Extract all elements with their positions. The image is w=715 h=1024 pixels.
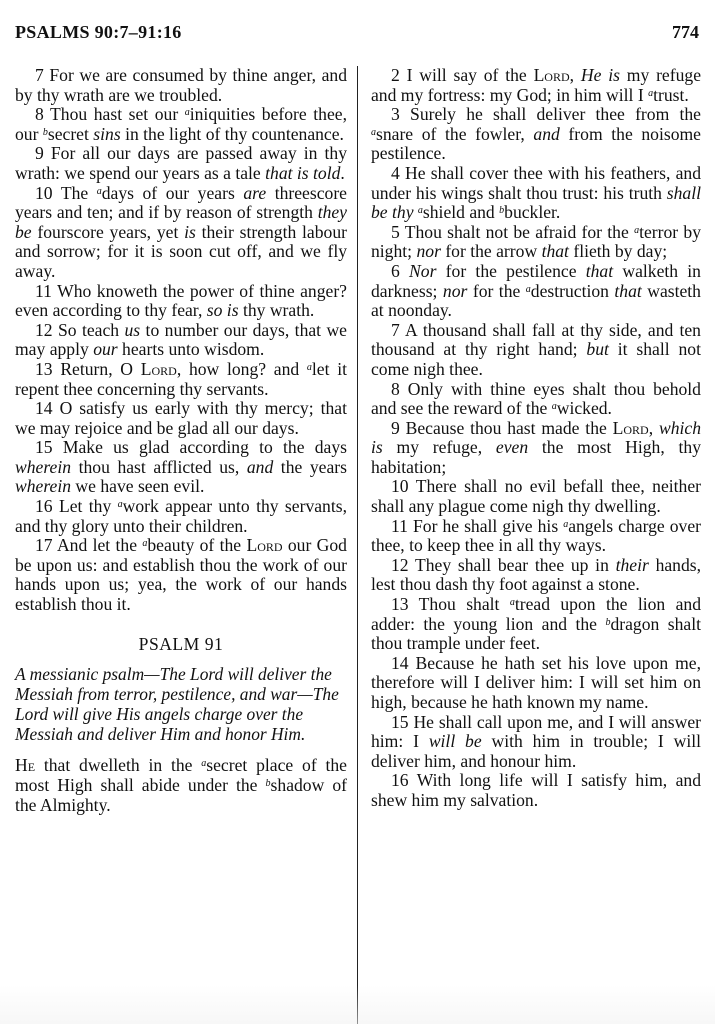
page-number: 774 (672, 22, 699, 42)
footnote-marker[interactable]: a (648, 87, 654, 99)
verse-91-5: 5 Thou shalt not be afraid for the $^a$terror by night; nor for the arrow that flieth by day; (371, 221, 701, 262)
verse-90-14: 14 O satisfy us early with thy mercy; that we may rejoice and be glad all our days. (15, 398, 347, 438)
footnote-marker[interactable]: a (117, 499, 123, 511)
verse-91-4: 4 He shall cover thee with his feathers, and under his wings shalt thou trust: his truth shall be thy $^a$shield and $^b$buckler. (371, 162, 701, 223)
left-column (15, 66, 347, 815)
footnote-marker[interactable]: a (184, 107, 190, 119)
verse-91-13: 13 Thou shalt $^a$tread upon the lion and adder: the young lion and the $^b$dragon shalt thou trample under feet. (371, 594, 701, 654)
verse-91-11: 11 For he shall give his $^a$angels charge over thee, to keep thee in all thy ways. (371, 515, 701, 556)
verse-90-12: 12 So teach us to number our days, that we may apply our hearts unto wisdom. (15, 319, 347, 360)
page-header (0, 0, 715, 64)
footnote-marker[interactable]: a (551, 401, 557, 413)
verse-91-10: 10 There shall no evil befall thee, neither shall any plague come nigh thy dwelling. (371, 476, 701, 517)
running-head: PSALMS 90:7–91:16 (15, 22, 182, 42)
footnote-marker[interactable]: b (605, 616, 611, 628)
verse-91-16: 16 With long life will I satisfy him, and shew him my salvation. (371, 770, 701, 810)
footnote-marker[interactable]: a (142, 538, 148, 550)
verse-90-7: 7 For we are consumed by thine anger, and by thy wrath are we troubled. (15, 65, 347, 105)
verse-90-17: 17 And let the $^a$beauty of the Lord our God be upon us: and establish thou the work of our hands upon us; yea, the work of our hands establish thou it. (15, 535, 347, 615)
verse-91-1: He that dwelleth in the $^a$secret place of the most High shall abide under the $^b$shadow of the Almighty. (15, 755, 347, 815)
verse-90-16: 16 Let thy $^a$work appear unto thy servants, and thy glory unto their children. (15, 496, 347, 536)
verse-90-11: 11 Who knoweth the power of thine anger? even according to thy fear, so is thy wrath. (15, 280, 347, 321)
verse-91-8: 8 Only with thine eyes shalt thou behold and see the reward of the $^a$wicked. (371, 378, 701, 419)
verse-91-6: 6 Nor for the pestilence that walketh in darkness; nor for the $^a$destruction that wasteth at noonday. (371, 260, 701, 321)
column-divider (357, 66, 358, 1024)
footnote-marker[interactable]: a (371, 126, 376, 138)
verse-90-10: 10 The $^a$days of our years are threescore years and ten; and if by reason of strength they be fourscore years, yet is their strength labour and sorrow; for it is soon cut off, and we fly away. (15, 182, 347, 281)
verse-91-2: 2 I will say of the Lord, He is my refuge and my fortress: my God; in him will I $^a$trust. (371, 65, 702, 105)
right-column (371, 66, 701, 811)
footnote-marker[interactable]: a (563, 518, 569, 530)
verse-90-13: 13 Return, O Lord, how long? and $^a$let it repent thee concerning thy servants. (15, 358, 347, 399)
footnote-marker[interactable]: a (509, 597, 515, 609)
verse-90-8: 8 Thou hast set our $^a$iniquities before thee, our $^b$secret sins in the light of thy countenance. (15, 104, 347, 144)
verse-91-9: 9 Because thou hast made the Lord, which is my refuge, even the most High, thy habitation; (371, 417, 701, 477)
footnote-marker[interactable]: a (201, 758, 207, 770)
footnote-marker[interactable]: a (525, 283, 531, 295)
footnote-marker[interactable]: b (265, 778, 271, 789)
verse-91-14: 14 Because he hath set his love upon me, therefore will I deliver him: I will set him on high, because he hath known my name. (371, 652, 701, 712)
footnote-marker[interactable]: a (417, 205, 423, 217)
footnote-marker[interactable]: a (634, 224, 640, 236)
footnote-marker[interactable]: a (306, 361, 312, 373)
footnote-marker[interactable]: a (96, 185, 102, 197)
psalm-title: PSALM 91 (138, 633, 224, 654)
footnote-marker[interactable]: b (42, 126, 48, 138)
verse-90-9: 9 For all our days are passed away in thy wrath: we spend our years as a tale that is told. (15, 143, 347, 183)
verse-91-12: 12 They shall bear thee up in their hands, lest thou dash thy foot against a stone. (371, 554, 702, 595)
verse-91-3: 3 Surely he shall deliver thee from the $^a$snare of the fowler, and from the noisome pestilence. (371, 104, 701, 164)
psalm-summary: A messianic psalm—The Lord will deliver the Messiah from terror, pestilence, and war—The Lord will give His angels charge over the Messiah and deliver Him and honor Him. (15, 664, 339, 744)
verse-90-15: 15 Make us glad according to the days wherein thou hast afflicted us, and the years wherein we have seen evil. (15, 437, 347, 497)
footnote-marker[interactable]: b (499, 205, 505, 217)
verse-91-15: 15 He shall call upon me, and I will answer him: I will be with him in trouble; I will deliver him, and honour him. (371, 711, 702, 771)
verse-91-7: 7 A thousand shall fall at thy side, and ten thousand at thy right hand; but it shall not come nigh thee. (371, 319, 701, 379)
